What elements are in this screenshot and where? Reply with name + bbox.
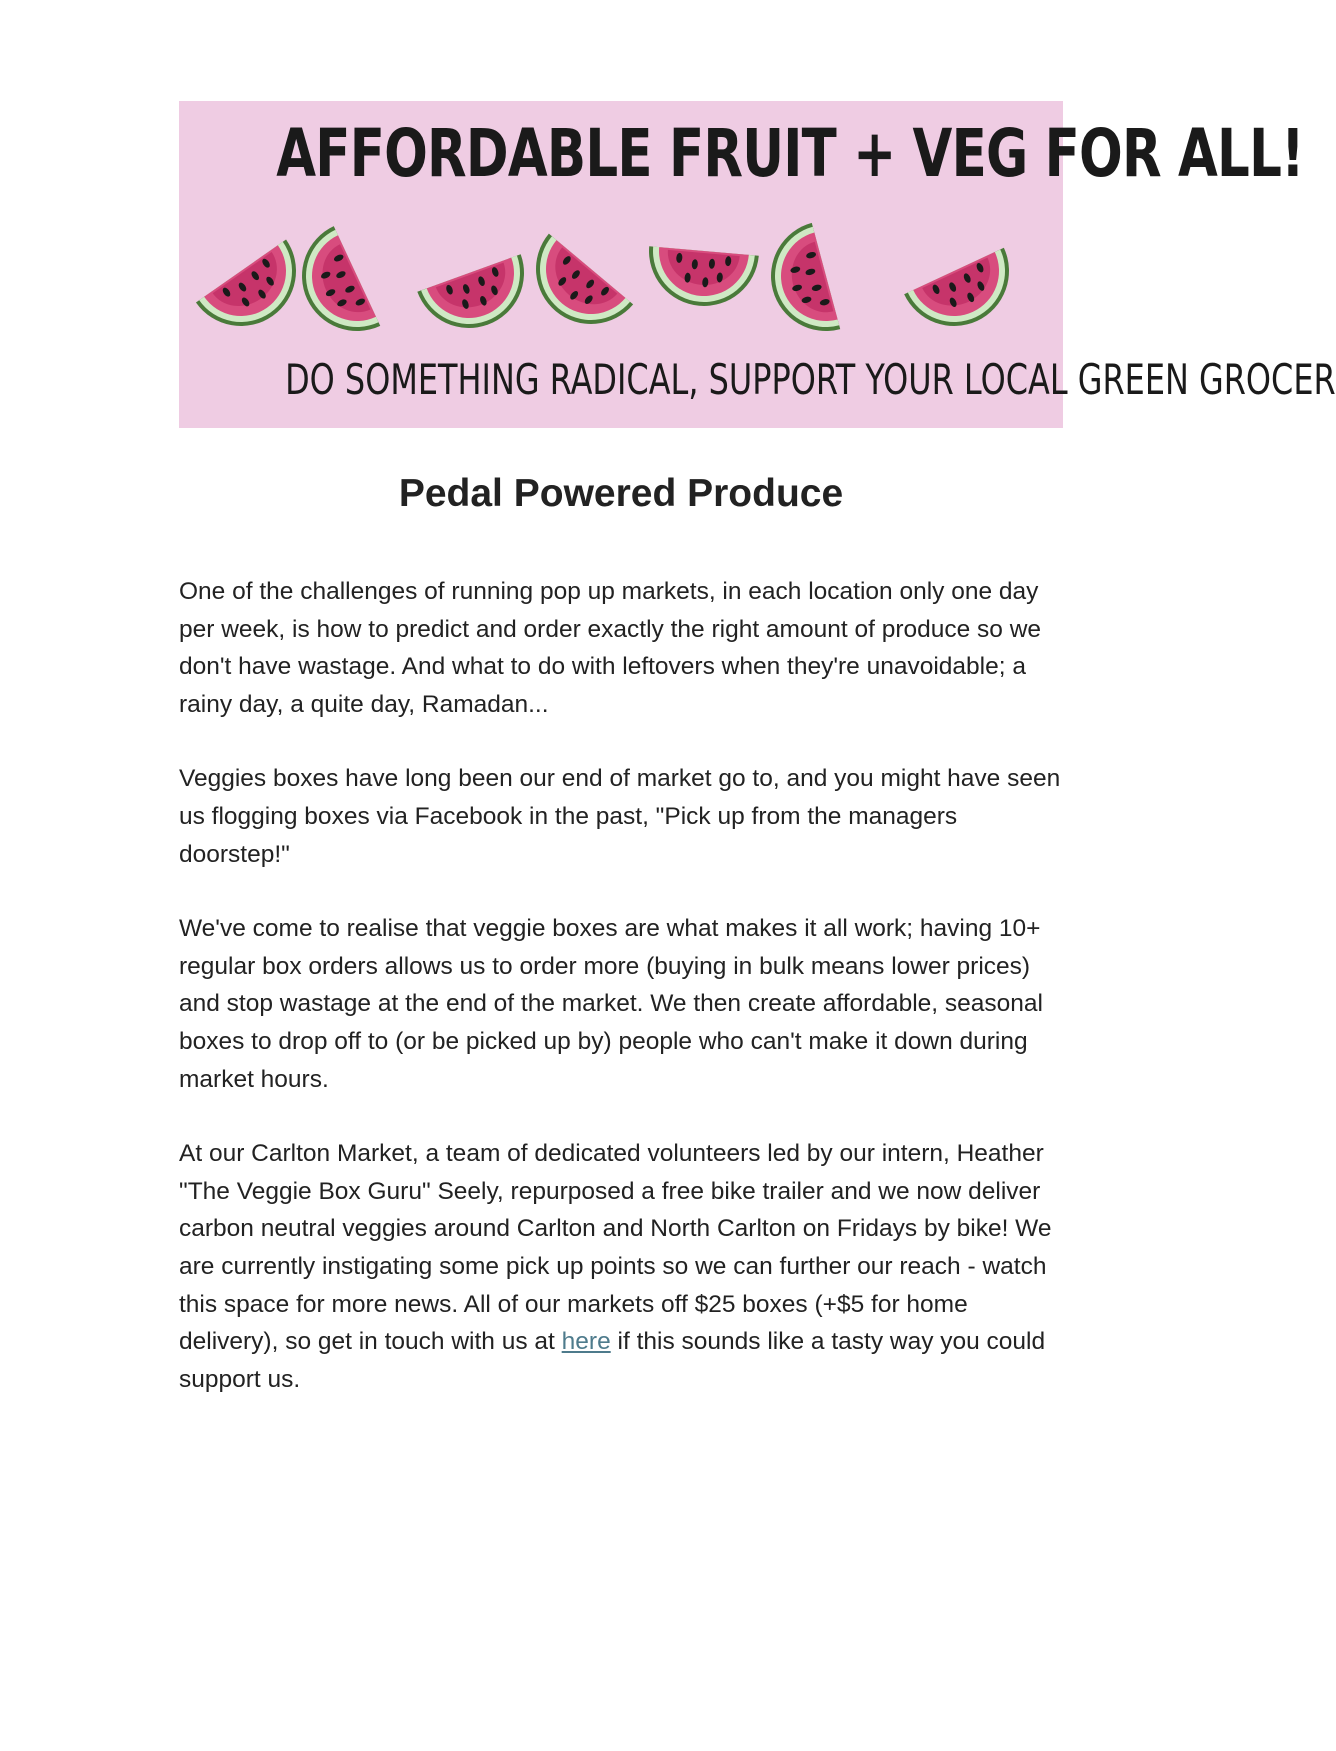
paragraph — [179, 1135, 1069, 1398]
paragraph: Veggies boxes have long been our end of market go to, and you might have seen us flogging boxes via Facebook in the past, "Pick up from the managers doorstep!" — [179, 765, 1061, 868]
paragraph: One of the challenges of running pop up markets, in each location only one day per week, is how to predict and order exactly the right amount of produce so we don't have wastage. And what to do with leftovers when they're unavoidable; a rainy day, a quite day, Ramadan... — [179, 578, 1042, 718]
article-body — [179, 573, 1069, 1435]
watermelon-slice-icon — [284, 226, 380, 349]
banner-headline: AFFORDABLE FRUIT + VEG FOR ALL! — [276, 115, 1304, 192]
watermelon-slice-icon — [514, 234, 634, 347]
banner-image — [179, 101, 1336, 428]
banner-tagline: DO SOMETHING RADICAL, SUPPORT YOUR LOCAL GREEN GROCER — [285, 355, 1336, 404]
paragraph-text: At our Carlton Market, a team of dedicated volunteers led by our intern, Heather "The Veggie Box Guru" Seely, repurposed a free bike trailer and we now deliver carbon neutral veggies around Carlton and North Carlton on Fridays by bike! We are currently instigating some pick up points so we can further our reach - watch this space for more news. All of our markets off $25 boxes (+$5 for home delivery), so get in touch with us at — [179, 1140, 1052, 1356]
contact-link[interactable]: here — [561, 1328, 611, 1356]
paragraph: We've come to realise that veggie boxes are what makes it all work; having 10+ regular box orders allows us to order more (buying in bulk means lower prices) and stop wastage at the end of the market. We then create affordable, seasonal boxes to drop off to (or be picked up by) people who can't make it down during market hours. — [179, 915, 1043, 1093]
watermelon-slice-icon — [759, 223, 841, 343]
watermelon-slice-icon — [644, 246, 758, 310]
page-title: Pedal Powered Produce — [398, 472, 844, 515]
watermelon-slice-icon — [417, 254, 539, 343]
watermelon-row — [179, 221, 1063, 351]
paragraph-text: if this sounds like a tasty way you could support us. — [179, 1328, 1046, 1393]
watermelon-slice-icon — [904, 248, 1027, 344]
watermelon-slice-icon — [196, 239, 318, 347]
